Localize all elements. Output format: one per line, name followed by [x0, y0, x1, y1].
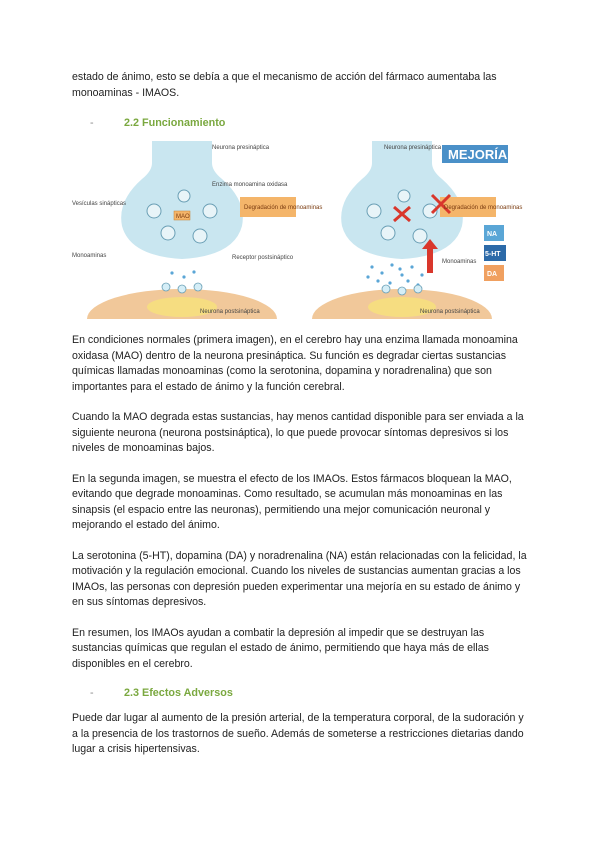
postsynaptic-label-right: Neurona postsináptica — [420, 309, 480, 315]
paragraph-1: En condiciones normales (primera imagen), en el cerebro hay una enzima llamada monoamina oxidasa (MAO) dentro de la neurona presináptica. Su función es degradar ciertas sustancias químicas llamadas monoaminas (como la serotonina, dopamina y noradrenalina) que son importantes para el estado de ánimo y la función cerebral. — [72, 334, 518, 393]
monoamine-dot — [192, 270, 195, 273]
synapse-diagram — [72, 141, 532, 319]
receptor — [398, 287, 406, 295]
receptor — [382, 285, 390, 293]
bullet-dash: - — [90, 687, 94, 699]
vesicle — [413, 229, 427, 243]
monoamine-dot — [170, 271, 173, 274]
adverse-effects-paragraph: Puede dar lugar al aumento de la presión arterial, de la temperatura corporal, de la sudoración y a la presencia de los trastornos de sueño. Además de someterse a restricciones dietarias dando lugar a crisis hipertensivas. — [72, 712, 524, 755]
vesicle — [193, 229, 207, 243]
section-title: 2.3 Efectos Adversos — [124, 687, 233, 699]
vesicles-label: Vesículas sinápticas — [72, 201, 127, 207]
postsynaptic-label-left: Neurona postsináptica — [200, 309, 260, 315]
vesicle — [367, 204, 381, 218]
da-label: DA — [487, 271, 498, 278]
vesicle — [381, 226, 395, 240]
left-panel — [72, 141, 322, 319]
bullet-dash: - — [90, 117, 94, 129]
receptor — [194, 283, 202, 291]
right-panel — [312, 141, 522, 319]
paragraph-4: La serotonina (5-HT), dopamina (DA) y noradrenalina (NA) están relacionadas con la felicidad, la motivación y la regulación emocional. Cuando los niveles de sustancias aumentan gracias a los IMAOs, las personas con depresión pueden experimentar una mejoría en su estado de ánimo y en sus síntomas depresivos. — [72, 549, 527, 608]
vesicle — [398, 190, 410, 202]
receptor — [414, 285, 422, 293]
document-page — [72, 70, 532, 773]
degradation-label-right: Degradación de monoaminas — [444, 205, 523, 211]
intro-paragraph: estado de ánimo, esto se debía a que el mecanismo de acción del fármaco aumentaba las monoaminas - IMAOS. — [72, 71, 497, 99]
monoamines-label-left: Monoaminas — [72, 253, 107, 259]
accumulated-monoamines — [366, 263, 423, 286]
synapse-figure — [72, 141, 532, 319]
vesicle — [178, 190, 190, 202]
paragraph-5: En resumen, los IMAOs ayudan a combatir la depresión al impedir que se destruyan las sustancias químicas que regulan el estado de ánimo, permitiendo que haya más de ellas disponibles en el cerebro. — [72, 626, 489, 670]
receptor — [162, 283, 170, 291]
mao-label: MAO — [176, 214, 190, 220]
section-title: 2.2 Funcionamiento — [124, 117, 226, 129]
paragraph-3: En la segunda imagen, se muestra el efecto de los IMAOs. Estos fármacos bloquean la MAO, evitando que degrade monoaminas. Como resultado, se acumulan más monoaminas en las sinapsis (el espacio entre las neuronas), permitiendo una mejor comunicación neuronal y mejorando el estado del ánimo. — [72, 472, 512, 531]
presynaptic-label-right: Neurona presináptica — [384, 145, 442, 151]
monoamines-label-right: Monoaminas — [442, 259, 477, 265]
section-heading-2-2 — [72, 117, 532, 129]
paragraph-2: Cuando la MAO degrada estas sustancias, hay menos cantidad disponible para ser enviada a la siguiente neurona (neurona postsináptica), lo que puede provocar síntomas depresivos si los niveles de monoaminas bajos. — [72, 411, 524, 454]
vesicle — [203, 204, 217, 218]
vesicle — [161, 226, 175, 240]
presynaptic-label-left: Neurona presináptica — [212, 145, 270, 151]
receptor — [178, 285, 186, 293]
receptor-label: Receptor postsináptico — [232, 255, 294, 261]
enzyme-label: Enzima monoamina oxidasa — [212, 182, 288, 188]
vesicle — [147, 204, 161, 218]
na-label: NA — [487, 231, 498, 238]
monoamine-dot — [182, 275, 185, 278]
degradation-label-left: Degradación de monoaminas — [244, 205, 323, 211]
5ht-label: 5-HT — [485, 251, 501, 258]
mejoria-label: MEJORÍA — [448, 147, 508, 162]
section-heading-2-3 — [72, 687, 532, 699]
